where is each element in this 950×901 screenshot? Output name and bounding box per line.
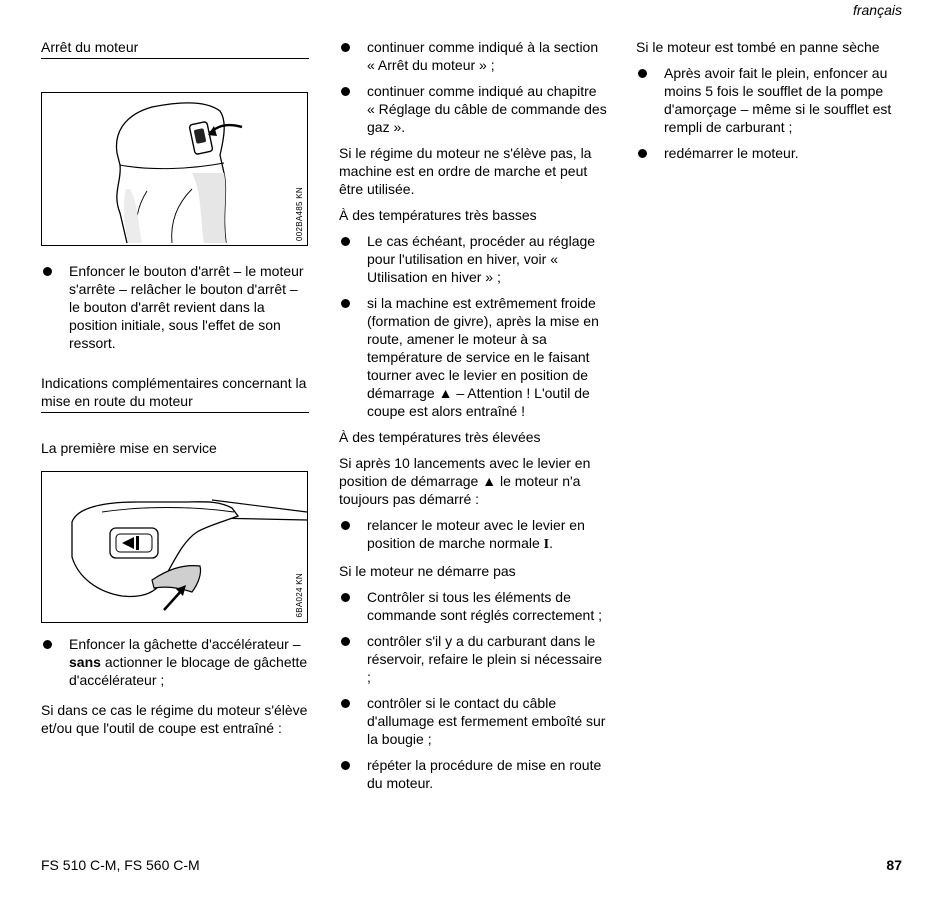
throttle-trigger-illustration — [42, 472, 307, 622]
bullet-text: actionner le blocage de gâchette d'accélérateur ; — [69, 654, 308, 688]
figure-code-2: 6BA024 KN — [295, 573, 304, 618]
list-item: contrôler si le contact du câble d'allumage est fermement emboîté sur la bougie ; — [339, 694, 607, 748]
list-item: Le cas échéant, procéder au réglage pour l'utilisation en hiver, voir « Utilisation en hiver » ; — [339, 232, 607, 286]
run-position-symbol: I — [543, 537, 550, 552]
figure-code-1: 002BA485 KN — [295, 186, 304, 241]
bullet-text: – Attention ! L'outil de coupe est alors entraîné ! — [367, 385, 590, 419]
page-number: 87 — [886, 857, 902, 873]
paragraph-text: le moteur n'a toujours pas démarré : — [339, 473, 581, 507]
list-item — [41, 635, 309, 689]
list-item: continuer comme indiqué à la section « Arrêt du moteur » ; — [339, 38, 607, 74]
figure-stop-button — [41, 92, 308, 246]
language-label: français — [852, 2, 902, 18]
subsection-title-hot: À des températures très élevées — [339, 429, 541, 445]
column-middle — [339, 36, 607, 800]
paragraph-text: Si après 10 lancements avec le levier en position de démarrage — [339, 455, 591, 489]
bullet-text: relancer le moteur avec le levier en position de marche normale — [367, 517, 585, 551]
list-item — [339, 516, 607, 554]
list-item: continuer comme indiqué au chapitre « Réglage du câble de commande des gaz ». — [339, 82, 607, 136]
bullet-bold-text: sans — [69, 654, 101, 670]
section-title-engine-stop: Arrêt du moteur — [41, 38, 309, 59]
subsection-title-no-start: Si le moteur ne démarre pas — [339, 563, 516, 579]
section-title-starting-notes: Indications complémentaires concernant la mise en route du moteur — [41, 374, 309, 413]
list-item: Contrôler si tous les éléments de commande sont réglés correctement ; — [339, 588, 607, 624]
footer-model: FS 510 C-M, FS 560 C-M — [41, 857, 200, 873]
subsection-title-out-of-fuel: Si le moteur est tombé en panne sèche — [636, 39, 880, 55]
stop-button-illustration — [42, 93, 307, 245]
list-item: Après avoir fait le plein, enfoncer au moins 5 fois le soufflet de la pompe d'amorçage – même si le soufflet est rempli de carburant ; — [636, 64, 904, 136]
bullet-text: Enfoncer la gâchette d'accélérateur – — [69, 636, 301, 652]
subsection-title-cold: À des températures très basses — [339, 207, 537, 223]
list-item: redémarrer le moteur. — [636, 144, 904, 162]
subsection-title-first-use: La première mise en service — [41, 440, 217, 456]
start-position-symbol: ▲ — [482, 473, 497, 489]
bullet-text: si la machine est extrêmement froide (formation de givre), après la mise en route, amener le moteur à sa température de service en le faisant tourner avec le levier en position de démarrage — [367, 295, 599, 401]
column-right — [636, 36, 904, 170]
paragraph: Si le régime du moteur ne s'élève pas, la machine est en ordre de marche et peut être utilisée. — [339, 145, 592, 197]
paragraph: Si dans ce cas le régime du moteur s'élève et/ou que l'outil de coupe est entraîné : — [41, 702, 308, 736]
list-item: répéter la procédure de mise en route du moteur. — [339, 756, 607, 792]
list-item: Enfoncer le bouton d'arrêt – le moteur s'arrête – relâcher le bouton d'arrêt – le bouton d'arrêt revient dans la position initiale, sous l'effet de son ressort. — [41, 262, 309, 352]
bullet-text: . — [549, 535, 553, 551]
list-item: contrôler s'il y a du carburant dans le réservoir, refaire le plein si nécessaire ; — [339, 632, 607, 686]
column-left — [41, 36, 309, 745]
figure-throttle-trigger — [41, 471, 308, 623]
start-position-symbol: ▲ — [438, 385, 453, 401]
list-item — [339, 294, 607, 420]
paragraph — [339, 454, 607, 508]
